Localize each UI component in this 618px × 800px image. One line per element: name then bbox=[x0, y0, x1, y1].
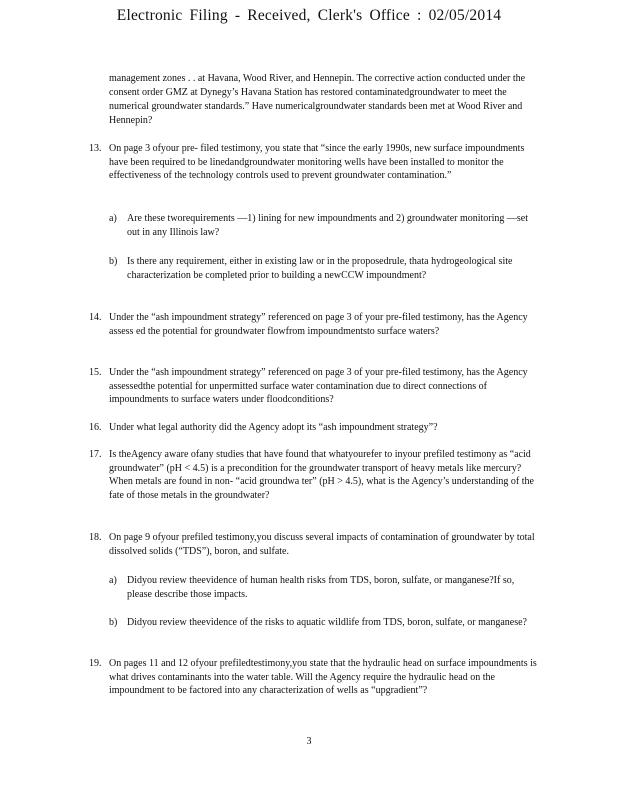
subquestion-text: Is there any requirement, either in existing law or in the proposedrule, thata hydrogeological site characterization be completed prior to building a newCCW impoundment? bbox=[127, 256, 513, 281]
question-17 bbox=[89, 448, 541, 502]
subquestion-text: Didyou review theevidence of human health risks from TDS, boron, sulfate, or manganese?If so, please describe those impacts. bbox=[127, 575, 515, 600]
subquestion-letter: b) bbox=[109, 256, 118, 267]
intro-paragraph: management zones . . at Havana, Wood River, and Hennepin. The corrective action conducted under the consent order GMZ at Dynegy’s Havana Station has restored contaminatedgroundwater to meet the numerical groundwater standards.” Have numericalgroundwater standards been met at Wood River and Hennepin? bbox=[109, 73, 526, 126]
question-16 bbox=[89, 421, 541, 435]
question-text: On pages 11 and 12 ofyour prefiledtestimony,you state that the hydraulic head on surface impoundments is what drives contaminants into the water table. Will the Agency require the hydraulic head on the impoundment to be factored into any characterization of wells as “upgradient”? bbox=[109, 658, 537, 696]
filing-header: Electronic Filing - Received, Clerk's Office : 02/05/2014 bbox=[116, 7, 502, 24]
subquestion-text: Didyou review theevidence of the risks to aquatic wildlife from TDS, boron, sulfate, or manganese? bbox=[127, 617, 527, 628]
question-14 bbox=[89, 311, 541, 338]
question-number: 18. bbox=[89, 532, 102, 543]
subquestion-letter: a) bbox=[109, 213, 117, 224]
question-text: Is theAgency aware ofany studies that have found that whatyourefer to inyour prefiled testimony as “acid groundwater” (pH < 4.5) is a precondition for the groundwater transport of heavy metals like mercury? When metals are found in non- “acid groundwa ter” (pH > 4.5), what is the Agency’s understanding of the fate of those metals in the groundwater? bbox=[109, 449, 534, 501]
question-number: 16. bbox=[89, 422, 102, 433]
question-18b bbox=[109, 616, 539, 630]
question-19 bbox=[89, 657, 541, 698]
question-13b bbox=[109, 255, 539, 282]
page-number: 3 bbox=[306, 736, 312, 747]
question-text: Under the “ash impoundment strategy” referenced on page 3 of your pre-filed testimony, has the Agency assessedthe potential for unpermitted surface water contamination due to direct connections of impoundments to surface waters under floodconditions? bbox=[109, 367, 528, 405]
question-number: 15. bbox=[89, 367, 102, 378]
question-text: Under what legal authority did the Agency adopt its “ash impoundment strategy”? bbox=[109, 422, 438, 433]
question-text: On page 3 ofyour pre- filed testimony, you state that “since the early 1990s, new surface impoundments have been required to be linedandgroundwater monitoring wells have been installed to monitor the effectiveness of the technology controls used to prevent groundwater contamination.” bbox=[109, 143, 525, 181]
question-15 bbox=[89, 366, 541, 407]
question-18 bbox=[89, 531, 541, 558]
question-number: 14. bbox=[89, 312, 102, 323]
question-text: Under the “ash impoundment strategy” referenced on page 3 of your pre-filed testimony, has the Agency assess ed the potential for groundwater flowfrom impoundmentsto surface waters? bbox=[109, 312, 528, 337]
subquestion-letter: a) bbox=[109, 575, 117, 586]
subquestion-text: Are these tworequirements —1) lining for new impoundments and 2) groundwater monitoring —set out in any Illinois law? bbox=[127, 213, 529, 238]
question-number: 19. bbox=[89, 658, 102, 669]
subquestion-letter: b) bbox=[109, 617, 118, 628]
question-13a bbox=[109, 212, 539, 239]
question-13 bbox=[89, 142, 541, 183]
question-18a bbox=[109, 574, 539, 601]
question-text: On page 9 ofyour prefiled testimony,you discuss several impacts of contamination of groundwater by total dissolved solids (“TDS”), boron, and sulfate. bbox=[109, 532, 535, 557]
question-number: 17. bbox=[89, 449, 102, 460]
question-number: 13. bbox=[89, 143, 102, 154]
